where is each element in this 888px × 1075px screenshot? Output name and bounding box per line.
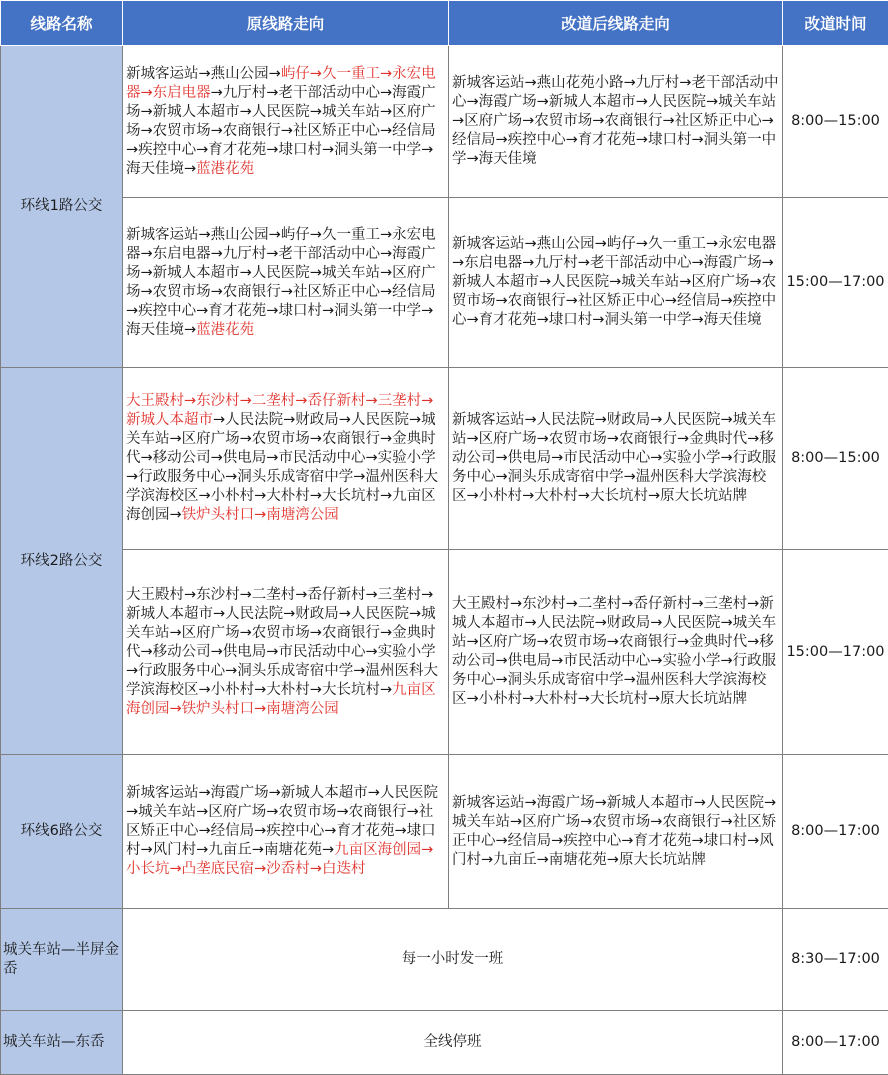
detour-route-cell: 新城客运站→燕山公园→屿仔→久一重工→永宏电器→东启电器→九厅村→老干部活动中心→海霞广场→新城人本超市→人民医院→城关车站→区府广场→农贸市场→农商银行→社区矫正中心→经信局→疾控中心→育才花苑→埭口村→洞头第一中学→海天佳境 <box>449 198 783 368</box>
table-row <box>1 46 888 198</box>
changed-stops-text: 铁炉头村口→南塘湾公园 <box>181 507 339 523</box>
detour-time-cell: 8:00—17:00 <box>783 755 888 909</box>
original-route-cell <box>123 755 449 909</box>
route-stops-text: 新城客运站→海霞广场→新城人本超市→人民医院→城关车站→区府广场→农贸市场→农商银行→社区矫正中心→经信局→疾控中心→育才花苑→埭口村→风门村→九亩丘→南塘花苑→ <box>126 785 438 858</box>
changed-stops-text: 蓝港花苑 <box>196 160 255 177</box>
route-note-cell: 每一小时发一班 <box>123 909 783 1011</box>
route-name-cell: 城关车站—半屏金岙 <box>1 909 123 1011</box>
detour-time-cell: 8:00—15:00 <box>783 46 888 198</box>
detour-route-cell: 新城客运站→人民法院→财政局→人民医院→城关车站→区府广场→农贸市场→农商银行→金典时代→移动公司→供电局→市民活动中心→实验小学→行政服务中心→洞头乐成寄宿中学→温州医科大学滨海校区→小朴村→大朴村→大长坑村→原大长坑站牌 <box>449 368 783 550</box>
table-row <box>1 909 888 1011</box>
original-route-cell <box>123 46 449 198</box>
table-row <box>1 368 888 550</box>
changed-stops-text: 蓝港花苑 <box>196 321 255 338</box>
changed-stops-text: 九亩区海创园→小长坑→凸垄底民宿→沙岙村→白迭村 <box>126 842 434 877</box>
table-row <box>1 1011 888 1075</box>
detour-route-cell: 新城客运站→燕山花苑小路→九厅村→老干部活动中心→海霞广场→新城人本超市→人民医院→城关车站→区府广场→农贸市场→农商银行→社区矫正中心→经信局→疾控中心→育才花苑→埭口村→洞头第一中学→海天佳境 <box>449 46 783 198</box>
route-stops-text: →九厅村→老干部活动中心→海霞广场→新城人本超市→人民医院→城关车站→区府广场→农贸市场→农商银行→社区矫正中心→经信局→疾控中心→育才花苑→埭口村→洞头第一中学→海天佳境→ <box>126 84 436 177</box>
route-stops-text: 新城客运站→燕山公园→屿仔→久一重工→永宏电器→东启电器→九厅村→老干部活动中心→海霞广场→新城人本超市→人民医院→城关车站→区府广场→农贸市场→农商银行→社区矫正中心→经信局→疾控中心→育才花苑→埭口村→洞头第一中学→海天佳境→ <box>126 226 436 338</box>
route-stops-text: 大王殿村→东沙村→二垄村→岙仔新村→三垄村→新城人本超市→人民法院→财政局→人民医院→城关车站→区府广场→农贸市场→农商银行→金典时代→移动公司→供电局→市民活动中心→实验小学→行政服务中心→洞头乐成寄宿中学→温州医科大学滨海校区→小朴村→大朴村→大长坑村→ <box>126 586 438 698</box>
detour-time-cell: 8:30—17:00 <box>783 909 888 1011</box>
table-row <box>1 550 888 755</box>
detour-time-cell: 8:00—17:00 <box>783 1011 888 1075</box>
route-name-cell: 城关车站—东岙 <box>1 1011 123 1075</box>
route-name-cell: 环线6路公交 <box>1 755 123 909</box>
detour-route-cell: 大王殿村→东沙村→二垄村→岙仔新村→三垄村→新城人本超市→人民法院→财政局→人民医院→城关车站→区府广场→农贸市场→农商银行→金典时代→移动公司→供电局→市民活动中心→实验小学→行政服务中心→洞头乐成寄宿中学→温州医科大学滨海校区→小朴村→大朴村→大长坑村→原大长坑站牌 <box>449 550 783 755</box>
changed-stops-text: 屿仔→久一重工→永宏电器→东启电器 <box>126 65 436 101</box>
header-detour-time: 改道时间 <box>783 1 888 46</box>
detour-route-cell: 新城客运站→海霞广场→新城人本超市→人民医院→城关车站→区府广场→农贸市场→农商银行→社区矫正中心→经信局→疾控中心→育才花苑→埭口村→风门村→九亩丘→南塘花苑→原大长坑站牌 <box>449 755 783 909</box>
original-route-cell <box>123 550 449 755</box>
header-original-route: 原线路走向 <box>123 1 449 46</box>
route-stops-text: 新城客运站→燕山公园→ <box>126 65 281 82</box>
header-detour-route: 改道后线路走向 <box>449 1 783 46</box>
route-note-cell: 全线停班 <box>123 1011 783 1075</box>
header-route-name: 线路名称 <box>1 1 123 46</box>
changed-stops-text: 大王殿村→东沙村→二垄村→岙仔新村→三垄村→新城人本超市 <box>126 393 434 428</box>
original-route-cell <box>123 198 449 368</box>
route-name-cell: 环线1路公交 <box>1 46 123 368</box>
changed-stops-text: 九亩区海创园→铁炉头村口→南塘湾公园 <box>126 681 436 717</box>
detour-time-cell: 15:00—17:00 <box>783 198 888 368</box>
original-route-cell <box>123 368 449 550</box>
route-name-cell: 环线2路公交 <box>1 368 123 755</box>
table-row <box>1 198 888 368</box>
route-stops-text: →人民法院→财政局→人民医院→城关车站→区府广场→农贸市场→农商银行→金典时代→移动公司→供电局→市民活动中心→实验小学→行政服务中心→洞头乐成寄宿中学→温州医科大学滨海校区→小朴村→大朴村→大长坑村→九亩区海创园→ <box>126 412 438 523</box>
detour-time-cell: 8:00—15:00 <box>783 368 888 550</box>
header-row <box>1 1 888 46</box>
table-row <box>1 755 888 909</box>
detour-time-cell: 15:00—17:00 <box>783 550 888 755</box>
